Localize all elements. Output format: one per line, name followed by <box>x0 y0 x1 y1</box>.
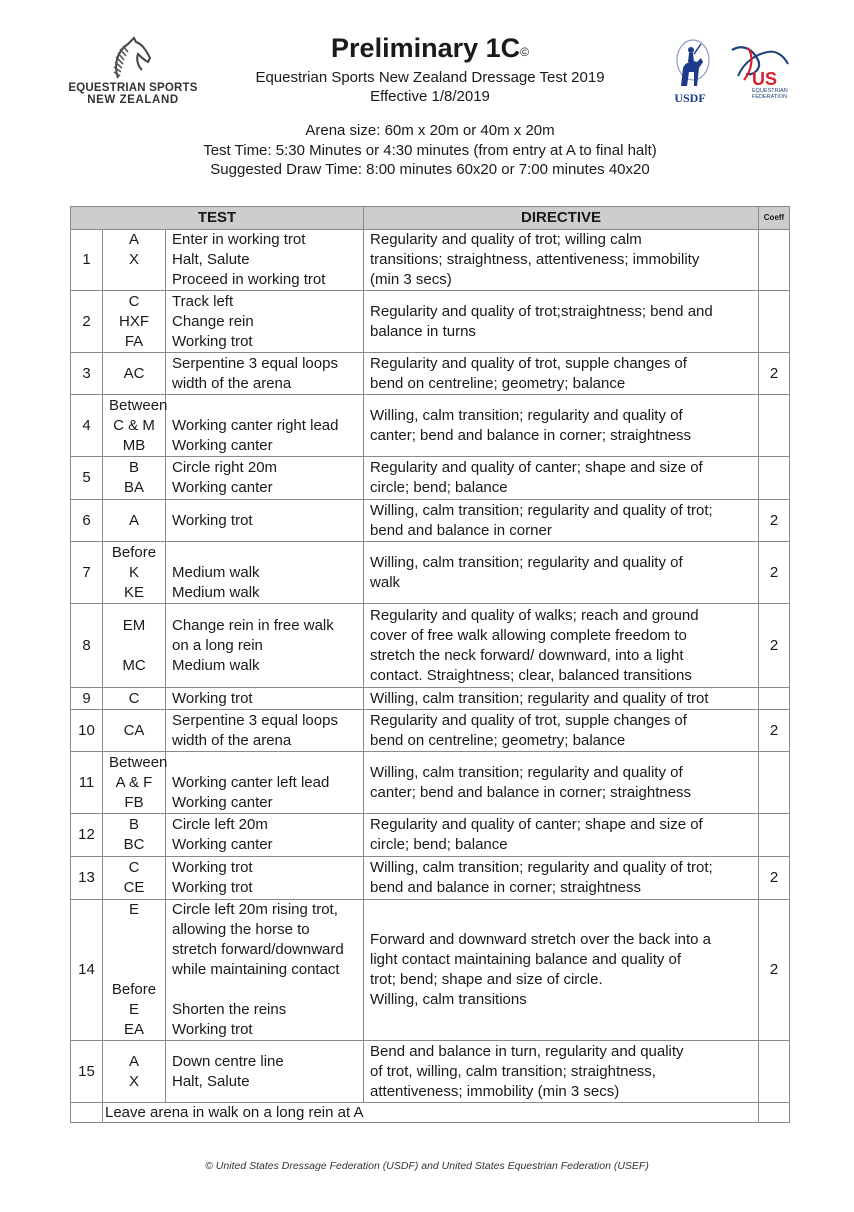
page-title <box>200 32 660 68</box>
movement-cell <box>166 710 364 752</box>
leave-arena-instruction: Leave arena in walk on a long rein at A <box>103 1103 759 1123</box>
directive-text: Willing, calm transition; regularity and quality of <box>370 406 683 424</box>
markers-cell <box>103 395 166 457</box>
markers-cell <box>103 230 166 291</box>
marker-text: A <box>128 1052 139 1070</box>
marker-text: AC <box>123 364 145 382</box>
directive-cell <box>364 814 759 857</box>
marker-text: Before <box>111 543 157 561</box>
coefficient-cell: 2 <box>759 900 790 1041</box>
markers-cell <box>103 291 166 353</box>
movement-number: 2 <box>71 291 103 353</box>
marker-text: K <box>128 563 139 581</box>
copyright-mark: © <box>520 45 529 59</box>
directive-cell <box>364 857 759 900</box>
directive-text: bend and balance in corner <box>370 521 552 539</box>
table-row <box>71 857 790 900</box>
movement-text: Medium walk <box>172 583 260 601</box>
markers-cell <box>103 752 166 814</box>
movement-number: 6 <box>71 500 103 542</box>
coefficient-cell <box>759 814 790 857</box>
usdf-logo <box>664 38 716 105</box>
movement-text: Working trot <box>172 511 253 529</box>
coefficient-cell <box>759 291 790 353</box>
movement-text: Enter in working trot <box>172 231 306 248</box>
test-column-header: TEST <box>71 207 364 230</box>
table-row <box>71 604 790 688</box>
marker-text: C <box>128 292 140 310</box>
marker-text: B <box>128 459 139 476</box>
horse-fern-logo-icon <box>108 36 158 80</box>
table-row <box>71 752 790 814</box>
directive-text: Willing, calm transition; regularity and quality of trot; <box>370 501 713 519</box>
marker-text <box>109 636 159 656</box>
directive-text: Willing, calm transition; regularity and quality of <box>370 763 683 781</box>
coefficient-cell <box>759 1041 790 1103</box>
marker-text <box>109 940 159 960</box>
movement-text: Serpentine 3 equal loops <box>172 354 338 372</box>
movement-text: Working trot <box>172 859 253 876</box>
directive-cell <box>364 230 759 291</box>
table-row <box>71 230 790 291</box>
usdf-logo-text: USDF <box>674 91 706 105</box>
directive-cell <box>364 542 759 604</box>
directive-text: Willing, calm transition; regularity and quality of <box>370 553 683 571</box>
movement-text: allowing the horse to <box>172 921 310 938</box>
table-row <box>71 688 790 710</box>
directive-text: Willing, calm transition; regularity and quality of trot; <box>370 859 713 876</box>
usef-horse-icon <box>728 40 794 100</box>
table-row <box>71 500 790 542</box>
coefficient-cell: 2 <box>759 710 790 752</box>
usef-line1: EQUESTRIAN <box>752 88 788 94</box>
marker-text: X <box>128 1072 139 1090</box>
coefficient-cell: 2 <box>759 857 790 900</box>
directive-text: Regularity and quality of canter; shape and size of <box>370 816 703 833</box>
marker-text: C <box>128 689 140 707</box>
movement-text: Change rein <box>172 312 254 330</box>
subtitle: Equestrian Sports New Zealand Dressage Test 2019 <box>255 69 605 86</box>
marker-text: BC <box>123 836 145 853</box>
marker-text: KE <box>123 583 144 601</box>
movement-text: Shorten the reins <box>172 1001 287 1018</box>
coefficient-cell: 2 <box>759 604 790 688</box>
movement-number: 4 <box>71 395 103 457</box>
movement-number: 5 <box>71 457 103 500</box>
movement-text <box>172 543 357 563</box>
directive-text: Regularity and quality of trot, supple changes of <box>370 711 687 729</box>
marker-text: B <box>128 816 139 833</box>
marker-text: E <box>128 1001 139 1018</box>
movement-text: Halt, Salute <box>172 1072 250 1090</box>
movement-number: 15 <box>71 1041 103 1103</box>
copyright-footer: © United States Dressage Federation (USDF) and United States Equestrian Federation (USEF) <box>205 1160 649 1172</box>
movement-text: Working canter <box>172 836 273 853</box>
movement-text: Working trot <box>172 879 253 896</box>
directive-text: bend on centreline; geometry; balance <box>370 374 626 392</box>
movement-cell <box>166 230 364 291</box>
marker-text: A <box>128 231 139 248</box>
movement-text: width of the arena <box>172 731 292 749</box>
movement-cell <box>166 857 364 900</box>
document-header <box>0 0 854 200</box>
movement-cell <box>166 542 364 604</box>
test-time: Test Time: 5:30 Minutes or 4:30 minutes (from entry at A to final halt) <box>203 141 657 159</box>
marker-text <box>109 960 159 980</box>
final-row-coeff <box>759 1103 790 1123</box>
movement-text: Medium walk <box>172 563 260 581</box>
final-row-blank <box>71 1103 103 1123</box>
movement-cell <box>166 1041 364 1103</box>
marker-text: E <box>128 901 139 918</box>
coefficient-cell <box>759 688 790 710</box>
table-row <box>71 814 790 857</box>
coefficient-cell <box>759 457 790 500</box>
movement-number: 13 <box>71 857 103 900</box>
marker-text: MC <box>122 656 146 674</box>
coefficient-cell: 2 <box>759 353 790 395</box>
marker-text: A & F <box>115 773 153 791</box>
usef-logo <box>728 40 794 100</box>
directive-text: walk <box>370 573 401 591</box>
movement-cell <box>166 457 364 500</box>
movement-text: Working canter <box>172 793 273 811</box>
table-body <box>71 230 790 1123</box>
directive-text: stretch the neck forward/ downward, into a light <box>370 646 684 664</box>
directive-text: bend and balance in corner; straightness <box>370 879 642 896</box>
usef-line2: FEDERATION <box>752 94 788 100</box>
movement-cell <box>166 752 364 814</box>
directive-text: contact. Straightness; clear, balanced transitions <box>370 666 692 684</box>
directive-cell <box>364 457 759 500</box>
marker-text: FA <box>124 332 144 350</box>
marker-text: HXF <box>119 312 149 330</box>
marker-text: C & M <box>113 416 155 434</box>
directive-cell <box>364 353 759 395</box>
movement-number: 14 <box>71 900 103 1041</box>
coeff-column-header: Coeff <box>759 207 790 230</box>
table-row <box>71 395 790 457</box>
movement-text: width of the arena <box>172 374 292 392</box>
movement-text: Working canter right lead <box>172 416 339 434</box>
directive-text: light contact maintaining balance and quality of <box>370 951 682 968</box>
movement-text: Down centre line <box>172 1052 284 1070</box>
directive-text: Regularity and quality of trot, supple changes of <box>370 354 687 372</box>
marker-text: C <box>128 859 140 876</box>
movement-cell <box>166 291 364 353</box>
movement-text: Proceed in working trot <box>172 271 326 288</box>
movement-text: Circle left 20m <box>172 816 268 833</box>
markers-cell <box>103 542 166 604</box>
directive-cell <box>364 1041 759 1103</box>
movement-text: Serpentine 3 equal loops <box>172 711 338 729</box>
movement-number: 12 <box>71 814 103 857</box>
marker-text: Between <box>109 753 168 771</box>
movement-number: 7 <box>71 542 103 604</box>
directive-cell <box>364 900 759 1041</box>
markers-cell <box>103 1041 166 1103</box>
movement-text: Working trot <box>172 689 253 707</box>
coefficient-cell: 2 <box>759 500 790 542</box>
test-info <box>100 121 760 180</box>
movement-text <box>172 753 357 773</box>
movement-cell <box>166 814 364 857</box>
directive-cell <box>364 710 759 752</box>
markers-cell <box>103 457 166 500</box>
directive-text: circle; bend; balance <box>370 479 508 496</box>
movement-text: Change rein in free walk <box>172 616 334 634</box>
marker-text: FB <box>124 793 144 811</box>
directive-text: Bend and balance in turn, regularity and quality <box>370 1042 684 1060</box>
directive-text: Regularity and quality of canter; shape and size of <box>370 459 703 476</box>
directive-cell <box>364 752 759 814</box>
movement-text: Track left <box>172 292 234 310</box>
usef-us-text: US <box>752 69 778 89</box>
esnz-logo-line2: NEW ZEALAND <box>87 94 179 106</box>
directive-text: transitions; straightness, attentiveness; immobility <box>370 251 700 268</box>
title-block <box>200 32 660 106</box>
table-row <box>71 291 790 353</box>
markers-cell <box>103 900 166 1041</box>
directive-cell <box>364 604 759 688</box>
marker-text: CE <box>123 879 145 896</box>
final-row <box>71 1103 790 1123</box>
markers-cell <box>103 500 166 542</box>
directive-text: canter; bend and balance in corner; straightness <box>370 426 692 444</box>
coefficient-cell <box>759 752 790 814</box>
directive-text: bend on centreline; geometry; balance <box>370 731 626 749</box>
marker-text: EM <box>122 616 146 634</box>
movement-text: Working trot <box>172 332 253 350</box>
table-row <box>71 353 790 395</box>
directive-text: Regularity and quality of trot; willing calm <box>370 231 642 248</box>
movement-text <box>172 980 357 1000</box>
marker-text: Before <box>111 981 157 998</box>
directive-text: Forward and downward stretch over the back into a <box>370 931 712 948</box>
marker-text <box>109 270 159 290</box>
movement-text <box>172 396 357 416</box>
movement-cell <box>166 500 364 542</box>
movement-number: 9 <box>71 688 103 710</box>
movement-text: Working canter <box>172 479 273 496</box>
directive-cell <box>364 395 759 457</box>
marker-text: X <box>128 251 139 268</box>
movement-cell <box>166 395 364 457</box>
title-text: Preliminary 1C <box>331 33 521 63</box>
table-row <box>71 710 790 752</box>
directive-text: Regularity and quality of walks; reach and ground <box>370 606 699 624</box>
coefficient-cell <box>759 230 790 291</box>
markers-cell <box>103 353 166 395</box>
markers-cell <box>103 857 166 900</box>
directive-text: attentiveness; immobility (min 3 secs) <box>370 1082 620 1100</box>
marker-text: CA <box>123 721 145 739</box>
movement-cell <box>166 353 364 395</box>
draw-time: Suggested Draw Time: 8:00 minutes 60x20 or 7:00 minutes 40x20 <box>210 161 650 178</box>
esnz-logo-line1: EQUESTRIAN SPORTS <box>68 82 198 94</box>
usdf-rider-icon <box>667 38 713 88</box>
table-row <box>71 900 790 1041</box>
movement-number: 10 <box>71 710 103 752</box>
directive-text: balance in turns <box>370 322 476 340</box>
movement-text: Working trot <box>172 1021 253 1038</box>
table-header-row <box>71 207 790 230</box>
directive-cell <box>364 291 759 353</box>
movement-text: while maintaining contact <box>172 961 340 978</box>
directive-text: Willing, calm transition; regularity and quality of trot <box>370 689 709 707</box>
marker-text <box>109 920 159 940</box>
directive-text: Regularity and quality of trot;straightness; bend and <box>370 302 713 320</box>
esnz-logo <box>68 36 198 106</box>
dressage-test-table <box>70 206 790 1123</box>
directive-text: of trot, willing, calm transition; straightness, <box>370 1062 656 1080</box>
directive-text: (min 3 secs) <box>370 271 452 288</box>
markers-cell <box>103 710 166 752</box>
marker-text: A <box>128 511 139 529</box>
directive-text: Willing, calm transitions <box>370 991 527 1008</box>
table-row <box>71 1041 790 1103</box>
directive-text: trot; bend; shape and size of circle. <box>370 971 603 988</box>
marker-text: MB <box>122 436 146 454</box>
directive-text: circle; bend; balance <box>370 836 508 853</box>
movement-cell <box>166 688 364 710</box>
movement-number: 8 <box>71 604 103 688</box>
directive-text: cover of free walk allowing complete freedom to <box>370 626 687 644</box>
movement-number: 1 <box>71 230 103 291</box>
directive-cell <box>364 500 759 542</box>
marker-text: Between <box>109 396 168 414</box>
movement-cell <box>166 604 364 688</box>
movement-text: Circle right 20m <box>172 459 278 476</box>
coefficient-cell <box>759 395 790 457</box>
movement-text: on a long rein <box>172 636 263 654</box>
marker-text: BA <box>123 479 144 496</box>
movement-text: Working canter left lead <box>172 773 330 791</box>
movement-text: Medium walk <box>172 656 260 674</box>
directive-column-header: DIRECTIVE <box>364 207 759 230</box>
movement-text: Halt, Salute <box>172 251 250 268</box>
coefficient-cell: 2 <box>759 542 790 604</box>
movement-number: 3 <box>71 353 103 395</box>
table-row <box>71 457 790 500</box>
movement-text: Circle left 20m rising trot, <box>172 901 338 918</box>
arena-size: Arena size: 60m x 20m or 40m x 20m <box>305 122 555 139</box>
table-row <box>71 542 790 604</box>
marker-text: EA <box>123 1021 144 1038</box>
directive-text: canter; bend and balance in corner; straightness <box>370 783 692 801</box>
movement-text: stretch forward/downward <box>172 941 344 958</box>
movement-cell <box>166 900 364 1041</box>
movement-text: Working canter <box>172 436 273 454</box>
markers-cell <box>103 814 166 857</box>
markers-cell <box>103 688 166 710</box>
effective-date: Effective 1/8/2019 <box>370 88 490 105</box>
movement-number: 11 <box>71 752 103 814</box>
directive-cell <box>364 688 759 710</box>
markers-cell <box>103 604 166 688</box>
